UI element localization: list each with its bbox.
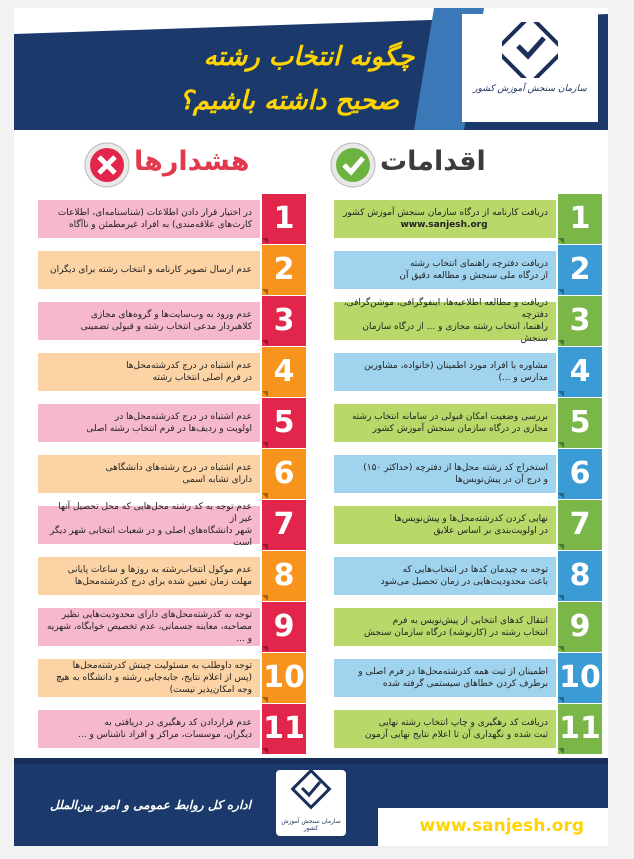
action-item-line: ثبت شده و نگهداری آن تا اعلام نتایج نهایی آزمون: [364, 730, 548, 740]
warning-item-line: توجه داوطلب به مسئولیت چینش کدرشته‌محل‌ها: [72, 661, 252, 671]
action-item-text: [334, 608, 556, 646]
action-item-number: 6: [558, 449, 602, 499]
warning-item: [38, 404, 306, 442]
warning-item-text: [38, 710, 260, 748]
warning-item-number: 5: [262, 398, 306, 448]
action-item-line: استخراج کد رشته محل‌ها از دفترچه (حداکثر ۱۵۰): [363, 463, 548, 473]
action-item-line: توجه به چیدمان کدها در انتخاب‌هایی که: [402, 565, 548, 575]
action-item: [334, 298, 602, 344]
footer-org-name: اداره کل روابط عمومی و امور بین‌الملل: [50, 798, 251, 812]
action-item-line[interactable]: www.sanjesh.org: [400, 220, 488, 230]
action-item-line: و درج آن در پیش‌نویس‌ها: [455, 475, 548, 485]
warning-item-text: [38, 455, 260, 493]
action-item-line: دریافت و مطالعه اطلاعیه‌ها، اینفوگرافی، موشن‌گرافی، دفترچه: [343, 298, 548, 320]
footer: [14, 758, 608, 846]
warning-item-text: [38, 608, 260, 646]
warning-item-line: عدم اشتباه در درج رشته‌های دانشگاهی: [105, 463, 252, 473]
action-item-line: نهایی کردن کدرشته‌محل‌ها و پیش‌نویس‌ها: [394, 514, 548, 524]
footer-logo: [276, 770, 346, 836]
action-item: [334, 557, 602, 595]
action-item-line: از درگاه ملی سنجش و مطالعه دقیق آن: [399, 271, 548, 281]
logo-caption: سازمان سنجش آموزش کشور: [473, 84, 587, 94]
warning-item-number: 4: [262, 347, 306, 397]
action-item-line: دریافت کد رهگیری و چاپ انتخاب رشته نهایی: [378, 718, 548, 728]
warning-item-text: [38, 200, 260, 238]
action-item-line: انتقال کدهای انتخابی از پیش‌نویس به فرم: [392, 616, 548, 626]
footer-logo-mark-icon: [276, 770, 346, 814]
action-item-number: 2: [558, 245, 602, 295]
warning-item-text: [38, 502, 260, 548]
warning-item-line: کارت‌های علاقه‌مندی) به افراد غیرمطمئن و ناآگاه: [68, 220, 252, 230]
action-item-line: انتخاب رشته در (کارنوشه) درگاه سازمان سنجش: [363, 628, 548, 638]
title-line-1: چگونه انتخاب رشته: [203, 42, 415, 72]
action-item-text: [334, 404, 556, 442]
warning-item-number: 3: [262, 296, 306, 346]
action-item: [334, 404, 602, 442]
warning-item-number: 1: [262, 194, 306, 244]
warning-item-line: عدم اشتباه در درج کدرشته‌محل‌ها: [126, 361, 252, 371]
warning-item-line: دیگران، موسسات، مراکز و افراد ناشناس و ...: [78, 730, 252, 740]
warning-item-line: عدم اشتباه در درج کدرشته‌محل‌ها در: [114, 412, 252, 422]
header: [14, 8, 608, 130]
action-item-line: دریافت کارنامه از درگاه سازمان سنجش آموزش کشور: [343, 208, 548, 218]
warning-item-line: در فرم اصلی انتخاب رشته: [152, 373, 252, 383]
action-item-number: 5: [558, 398, 602, 448]
warning-item-line: مصاحبه، معاینه جسمانی، عدم تخصیص خوابگاه، شهریه و ...: [46, 622, 252, 644]
action-item-line: مشاوره با افراد مورد اطمینان (خانواده، مشاورین مدارس و ...): [364, 361, 548, 383]
warning-item: [38, 302, 306, 340]
logo-mark-icon: [502, 22, 558, 78]
action-item-number: 1: [558, 194, 602, 244]
action-item-number: 4: [558, 347, 602, 397]
warning-item-text: [38, 302, 260, 340]
action-item-line: در اولویت‌بندی بر اساس علایق: [433, 526, 548, 536]
action-item-line: برطرف کردن خطاهای سیستمی گرفته شده: [382, 679, 548, 689]
action-item-text: [334, 298, 556, 344]
action-item-line: راهنما، انتخاب رشته مجازی و ... از درگاه سازمان سنجش: [362, 322, 548, 344]
action-item-line: اطمینان از ثبت همه کدرشته‌محل‌ها در فرم اصلی و: [358, 667, 548, 677]
warning-item-line: شهر دانشگاه‌های اصلی و در شعبات انتخابی شهر دیگر است: [49, 526, 252, 548]
warning-item: [38, 710, 306, 748]
warning-item: [38, 200, 306, 238]
warning-item-line: عدم ارسال تصویر کارنامه و انتخاب رشته برای دیگران: [49, 265, 252, 275]
warning-item-line: عدم توجه به کد رشته محل‌هایی که محل تحصیل آنها غیر از: [58, 502, 252, 524]
action-item: [334, 659, 602, 697]
warning-item-line: کلاهبردار مدعی انتخاب رشته و قبولی تضمینی: [80, 322, 252, 332]
warning-item: [38, 608, 306, 646]
action-item: [334, 710, 602, 748]
action-item-number: 10: [558, 653, 602, 703]
warning-item: [38, 502, 306, 548]
warning-item-number: 8: [262, 551, 306, 601]
poster: [14, 8, 608, 846]
action-item-text: [334, 455, 556, 493]
warning-item-line: توجه به کدرشته‌محل‌های دارای محدودیت‌هایی نظیر: [61, 610, 252, 620]
warning-item: [38, 557, 306, 595]
warning-item: [38, 455, 306, 493]
warning-item-number: 6: [262, 449, 306, 499]
warning-item-line: (پس از اعلام نتایج، جابه‌جایی رشته و دانشگاه به هیچ وجه امکان‌پذیر نیست): [56, 673, 252, 695]
action-item: [334, 608, 602, 646]
warning-item-text: [38, 659, 260, 697]
warnings-heading: [34, 142, 304, 190]
action-item-text: [334, 557, 556, 595]
action-item: [334, 506, 602, 544]
warning-item-line: دارای تشابه اسمی: [182, 475, 252, 485]
action-item-number: 9: [558, 602, 602, 652]
footer-logo-caption: سازمان سنجش آموزش کشور: [281, 818, 341, 832]
action-item-text: [334, 353, 556, 391]
warning-item-number: 2: [262, 245, 306, 295]
warning-item-text: [38, 251, 260, 289]
footer-url[interactable]: www.sanjesh.org: [419, 816, 584, 836]
warning-item-text: [38, 353, 260, 391]
title-line-2: صحیح داشته باشیم؟: [179, 86, 399, 116]
warning-item-line: در اختیار قرار دادن اطلاعات (شناسنامه‌ای، اطلاعات: [57, 208, 252, 218]
warning-item-text: [38, 557, 260, 595]
action-item-line: بررسی وضعیت امکان قبولی در سامانه انتخاب رشته: [351, 412, 548, 422]
warning-item-number: 11: [262, 704, 306, 754]
action-item: [334, 200, 602, 238]
warning-item-line: عدم قراردادن کد رهگیری در دریافتی به: [104, 718, 252, 728]
action-item-number: 8: [558, 551, 602, 601]
footer-strip: [14, 758, 608, 764]
warning-item: [38, 353, 306, 391]
actions-heading: [320, 142, 590, 190]
action-item-line: باعث محدودیت‌هایی در زمان تحصیل می‌شود: [380, 577, 548, 587]
warning-item-line: اولویت و ردیف‌ها در فرم انتخاب رشته اصلی: [86, 424, 252, 434]
warning-item-line: عدم ورود به وب‌سایت‌ها و گروه‌های مجازی: [90, 310, 252, 320]
action-item-text: [334, 659, 556, 697]
actions-title: اقدامات: [380, 146, 486, 177]
action-item-text: [334, 710, 556, 748]
action-item: [334, 251, 602, 289]
warning-item-number: 10: [262, 653, 306, 703]
action-item-number: 11: [558, 704, 602, 754]
warning-item-text: [38, 404, 260, 442]
warning-item-number: 9: [262, 602, 306, 652]
action-item: [334, 353, 602, 391]
action-item-number: 3: [558, 296, 602, 346]
warning-item-line: مهلت زمان تعیین شده برای درج کدرشته‌محل‌ها: [74, 577, 252, 587]
warning-item: [38, 251, 306, 289]
check-icon: [330, 142, 376, 188]
action-item-number: 7: [558, 500, 602, 550]
action-item-text: [334, 200, 556, 238]
cross-icon: [84, 142, 130, 188]
warning-item-line: عدم موکول انتخاب‌رشته به روزها و ساعات پایانی: [67, 565, 252, 575]
warning-item-number: 7: [262, 500, 306, 550]
warnings-title: هشدارها: [134, 146, 250, 177]
action-item: [334, 455, 602, 493]
action-item-text: [334, 251, 556, 289]
warning-item: [38, 659, 306, 697]
action-item-line: دریافت دفترچه راهنمای انتخاب رشته: [409, 259, 548, 269]
action-item-text: [334, 506, 556, 544]
action-item-line: مجازی در درگاه سازمان سنجش آموزش کشور: [372, 424, 548, 434]
sanjesh-logo: [462, 14, 598, 122]
